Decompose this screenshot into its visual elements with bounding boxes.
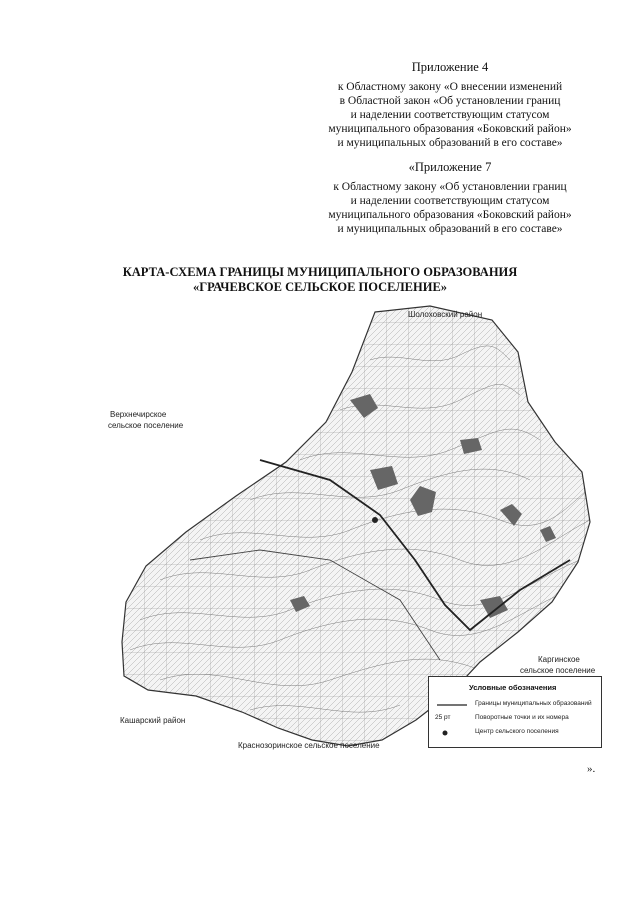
annex-7-title: «Приложение 7: [408, 160, 492, 174]
legend-label: Границы муниципальных образований: [475, 700, 592, 707]
annex-4-line: в Областной закон «Об установлении границ: [339, 95, 561, 107]
map-legend: [428, 676, 602, 748]
annex-4-line: муниципального образования «Боковский район»: [328, 123, 572, 135]
settlement-center-dot: [372, 517, 378, 523]
annex-4-line: и муниципальных образований в его составе»: [337, 137, 563, 149]
annex-4-block: [300, 60, 600, 150]
legend-title: Условные обозначения: [469, 683, 557, 692]
annex-7-line: и муниципальных образований в его составе»: [337, 223, 563, 235]
neighbor-west-line-1: Верхнечирское: [110, 410, 167, 419]
boundary-line-icon: [435, 699, 469, 711]
legend-row-center: [435, 727, 595, 739]
neighbor-east-line-1: Каргинское: [538, 655, 580, 664]
legend-row-turning-points: [435, 713, 595, 725]
annex-4-title: Приложение 4: [411, 60, 489, 74]
legend-label: Поворотные точки и их номера: [475, 714, 569, 721]
annex-4-line: и наделении соответствующим статусом: [350, 109, 550, 121]
neighbor-east-line-2: сельское поселение: [520, 666, 596, 675]
neighbor-west-line-2: сельское поселение: [108, 421, 184, 430]
map-title: [60, 265, 580, 295]
neighbor-southwest: Кашарский район: [120, 716, 186, 725]
annex-7-line: и наделении соответствующим статусом: [350, 195, 550, 207]
legend-label: Центр сельского поселения: [475, 728, 559, 735]
annex-7-line: к Областному закону «Об установлении границ: [333, 181, 567, 193]
neighbor-north: Шолоховский район: [408, 310, 483, 319]
map-title-line-1: КАРТА-СХЕМА ГРАНИЦЫ МУНИЦИПАЛЬНОГО ОБРАЗОВАНИЯ: [122, 265, 518, 279]
neighbor-south: Краснозоринское сельское поселение: [238, 741, 380, 750]
center-dot-icon: [435, 727, 469, 739]
annex-4-line: к Областному закону «О внесении изменений: [337, 81, 563, 93]
map-title-line-2: «ГРАЧЕВСКОЕ СЕЛЬСКОЕ ПОСЕЛЕНИЕ»: [192, 280, 448, 294]
legend-symbol-text: 25 рт: [435, 714, 451, 721]
annex-7-line: муниципального образования «Боковский район»: [328, 209, 572, 221]
legend-row-boundary: [435, 699, 595, 711]
annex-7-block: [300, 160, 600, 236]
closing-quote-mark: ».: [587, 763, 596, 775]
